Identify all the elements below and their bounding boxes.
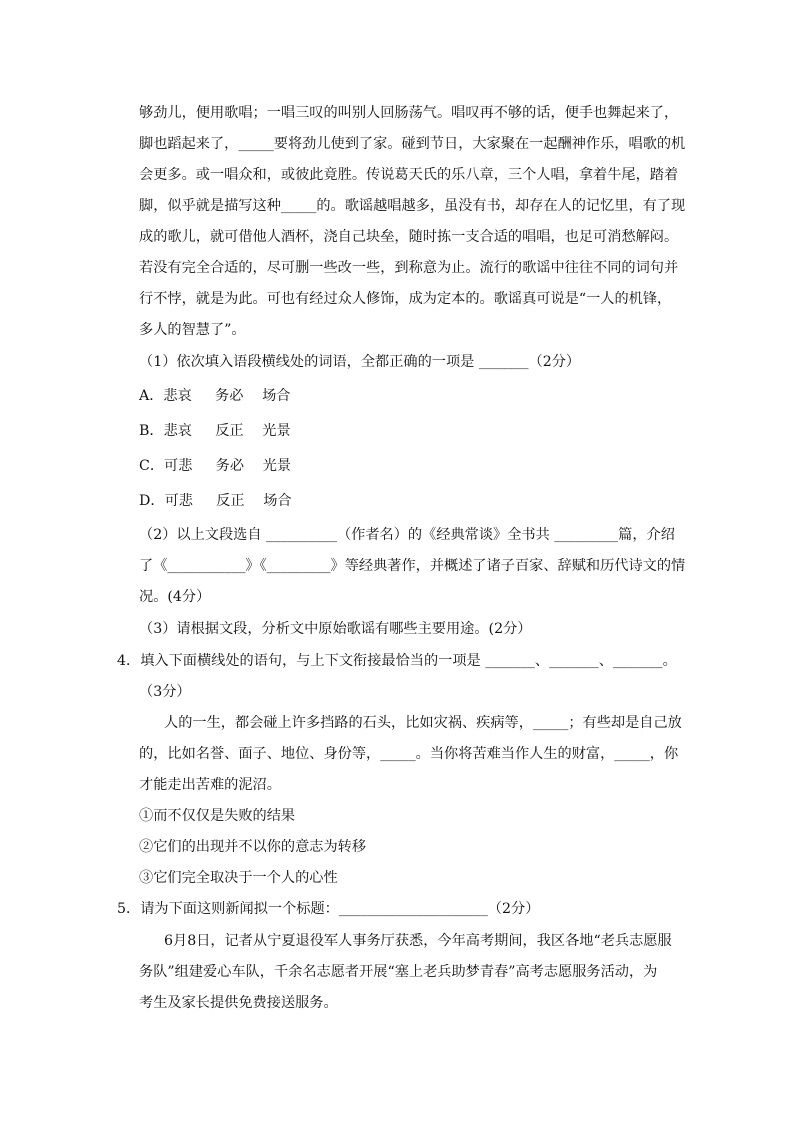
q4-text-line: 的，比如名誉、面子、地位、身份等，_____。当你将苦难当作人生的财富，_____，你 [139,746,679,762]
q4-choice-2: ②它们的出现并不以你的意志为转移 [139,839,367,855]
q5-text-line: 考生及家长提供免费接送服务。 [139,995,338,1011]
q5-stem: 5．请为下面这则新闻拟一个标题：_____________________（2分） [117,901,540,917]
q3-option-a: A．悲哀 务必 场合 [139,388,291,404]
q4-score: （3分） [139,684,191,700]
q4-stem: 4．填入下面横线处的语句，与上下文衔接最恰当的一项是 _______、_______、_______。 [117,653,677,669]
q3-sub2-line: 况。(4分） [139,589,211,605]
passage-line: 成的歌儿，就可借他人酒杯，浇自己块垒，随时拣一支合适的唱唱，也足可消愁解闷。 [139,229,679,245]
passage-line: 若没有完全合适的，尽可删一些改一些，到称意为止。流行的歌谣中往往不同的词句并 [139,260,679,276]
q3-sub3: （3）请根据文段，分析文中原始歌谣有哪些主要用途。(2分） [139,621,532,637]
q4-choice-3: ③它们完全取决于一个人的心性 [139,870,338,886]
passage-line: 脚也蹈起来了，_____要将劲儿使到了家。碰到节日，大家聚在一起酬神作乐，唱歌的机 [139,136,686,152]
passage-line: 够劲儿，便用歌唱；一唱三叹的叫别人回肠荡气。唱叹再不够的话，便手也舞起来了， [139,105,679,121]
q4-choice-1: ①而不仅仅是失败的结果 [139,808,296,824]
passage-line: 行不悖，就是为此。可也有经过众人修饰，成为定本的。歌谣真可说是“一人的机锋， [139,291,672,307]
q3-sub1: （1）依次填入语段横线处的词语，全都正确的一项是 _______（2分） [139,354,581,370]
q5-text-line: 务队”组建爱心车队，千余名志愿者开展“塞上老兵助梦青春”高考志愿服务活动，为 [139,964,658,980]
q3-sub2-line: 了《___________》《_________》等经典著作，并概述了诸子百家、辞赋和历代诗文的情 [139,558,686,574]
q3-option-c: C．可悲 务必 光景 [139,458,292,474]
passage-line: 多人的智慧了”。 [139,322,246,338]
q3-option-d: D．可悲 反正 场合 [139,493,292,509]
passage-line: 脚，似乎就是描写这种_____的。歌谣越唱越多，虽没有书，却存在人的记忆里，有了现 [139,198,686,214]
q4-text-line: 人的一生，都会碰上许多挡路的石头，比如灾祸、疾病等，_____；有些却是自己放 [164,715,682,731]
q3-sub2-line: （2）以上文段选自 __________（作者名）的《经典常谈》全书共 _________篇，介绍 [139,527,675,543]
q5-text-line: 6月8日，记者从宁夏退役军人事务厅获悉，今年高考期间，我区各地“老兵志愿服 [164,933,672,949]
q3-option-b: B．悲哀 反正 光景 [139,423,291,439]
q4-text-line: 才能走出苦难的泥沼。 [139,777,281,793]
passage-line: 会更多。或一唱众和，或彼此竟胜。传说葛天氏的乐八章，三个人唱，拿着牛尾，踏着 [139,167,679,183]
